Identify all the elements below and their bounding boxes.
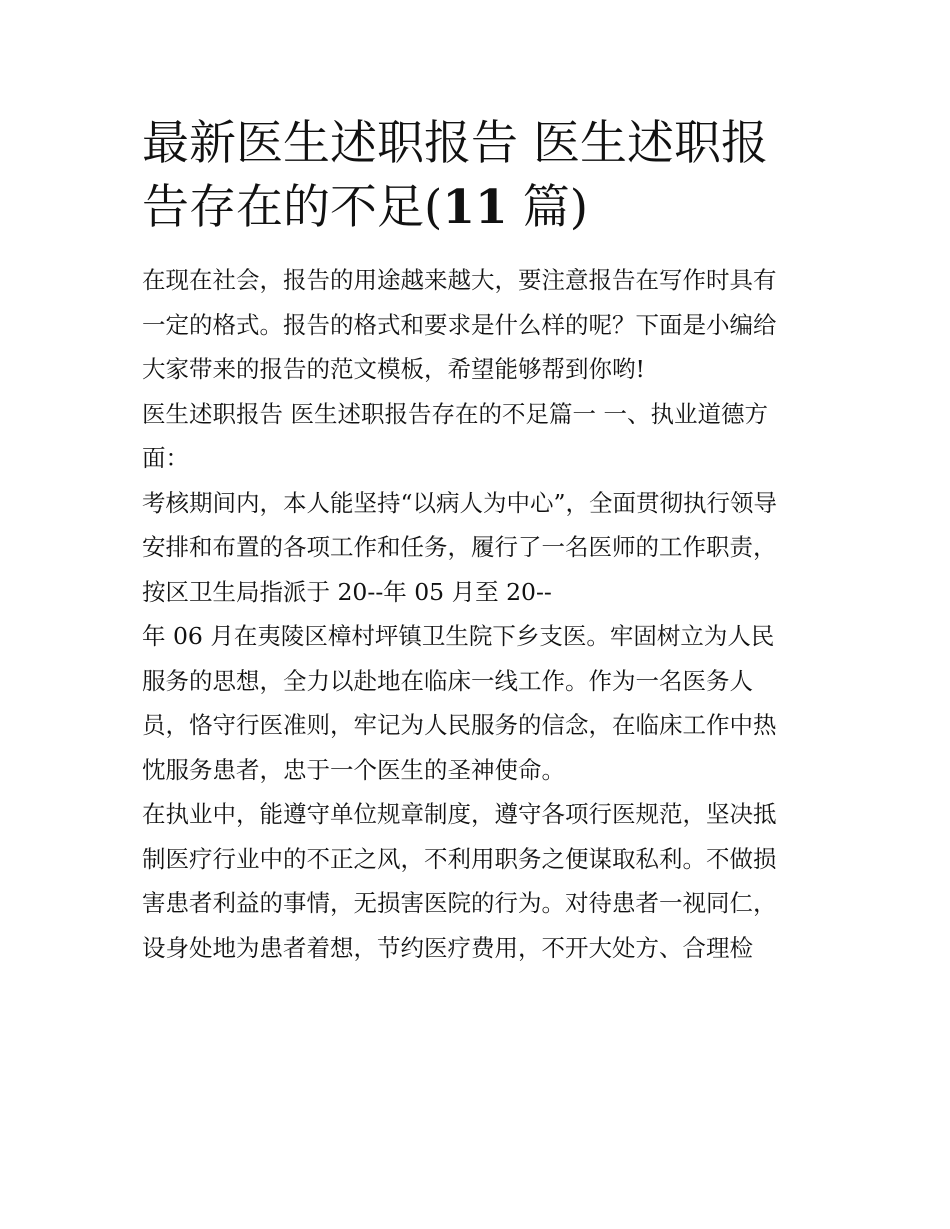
text-line: 大家带来的报告的范文模板，希望能够帮到你哟! <box>142 355 645 383</box>
text-line: 员，恪守行医准则，牢记为人民服务的信念，在临床工作中热 <box>142 711 777 739</box>
text-line: 服务的思想，全力以赴地在临床一线工作。作为一名医务人 <box>142 666 753 695</box>
conduct-paragraph <box>142 792 814 970</box>
text-line: 在现在社会，报告的用途越来越大，要注意报告在写作时具有 <box>142 266 777 294</box>
title-line-1: 最新医生述职报告 医生述职报 <box>142 116 768 171</box>
intro-paragraph <box>142 258 814 392</box>
text-line: 考核期间内，本人能坚持“以病人为中心”，全面贯彻执行领导 <box>142 488 778 517</box>
assessment-paragraph <box>142 481 814 615</box>
text-line: 忱服务患者，忠于一个医生的圣神使命。 <box>142 755 565 784</box>
text-line: 年 06 月在夷陵区樟村坪镇卫生院下乡支医。牢固树立为人民 <box>142 622 775 650</box>
text-line: 制医疗行业中的不正之风，不利用职务之便谋取私利。不做损 <box>142 844 777 873</box>
section-heading-paragraph <box>142 392 814 481</box>
text-line: 害患者利益的事情，无损害医院的行为。对待患者一视同仁， <box>142 889 777 917</box>
text-line: 医生述职报告 医生述职报告存在的不足篇一 一、执业道德方 <box>142 399 768 428</box>
document-body <box>142 258 814 970</box>
text-line: 设身处地为患者着想，节约医疗费用，不开大处方、合理检 <box>142 933 753 962</box>
text-line: 安排和布置的各项工作和任务，履行了一名医师的工作职责， <box>142 533 777 561</box>
text-line: 按区卫生局指派于 20--年 05 月至 20-- <box>142 577 552 606</box>
document-title <box>142 112 814 240</box>
text-line: 在执业中，能遵守单位规章制度，遵守各项行医规范，坚决抵 <box>142 800 777 828</box>
service-paragraph <box>142 614 814 792</box>
title-count: 11 <box>442 180 508 235</box>
document-page <box>142 112 814 970</box>
text-line: 一定的格式。报告的格式和要求是什么样的呢？下面是小编给 <box>142 310 777 339</box>
title-line-2: 告存在的不足(11 篇) <box>142 180 589 235</box>
text-line: 面： <box>142 444 189 472</box>
